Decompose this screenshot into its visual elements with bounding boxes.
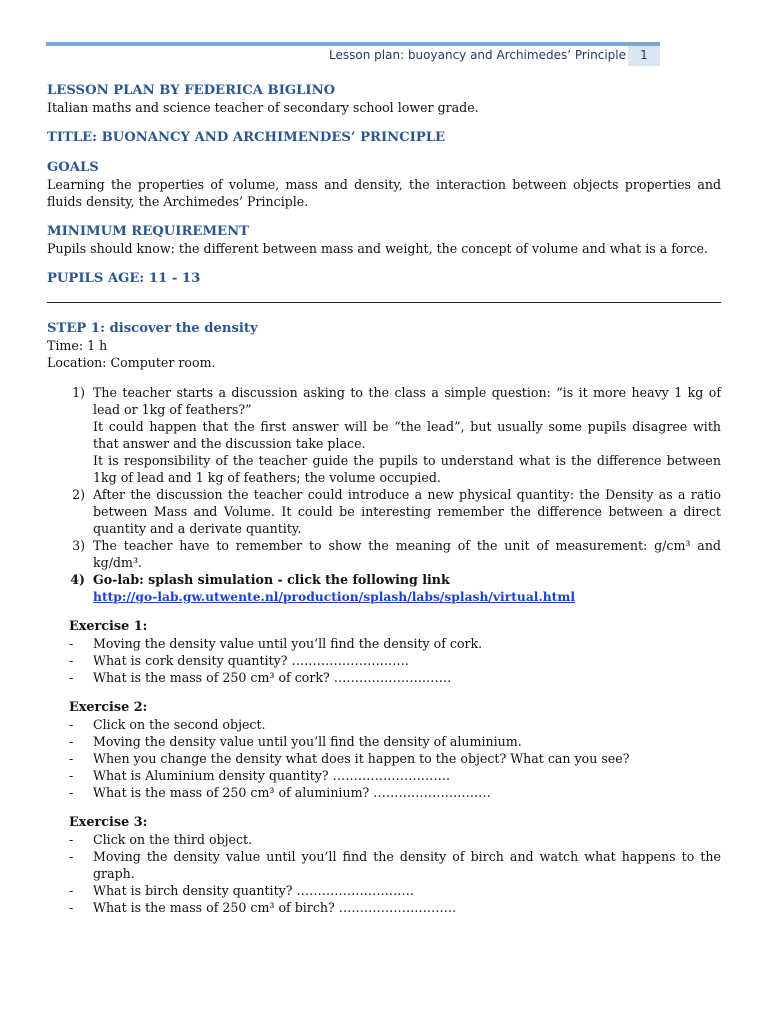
- page-number: 1: [628, 46, 660, 66]
- document-body: [47, 82, 721, 916]
- step-item: [47, 571, 721, 588]
- step-number: 1): [72, 385, 85, 400]
- list-item: - Click on the second object.: [69, 717, 266, 732]
- exercise-2-title: Exercise 2:: [69, 700, 148, 715]
- list-item: - Moving the density value until you’ll find the density of birch and watch what happens to the graph.: [69, 849, 721, 881]
- step-item: [47, 537, 721, 571]
- step-paragraph: After the discussion the teacher could introduce a new physical quantity: the Density as a ratio between Mass and Volume. It could be interesting remember the difference between a direct quantity and a derivate quantity.: [93, 487, 721, 536]
- list-item: - What is the mass of 250 cm³ of aluminium? ……………………….: [69, 785, 491, 800]
- exercise-1-list: [69, 635, 721, 686]
- list-item: - What is cork density quantity? ……………………….: [69, 653, 409, 668]
- list-item: - What is Aluminium density quantity? ……………………….: [69, 768, 450, 783]
- exercise-3-list: [69, 831, 721, 916]
- section-divider: [47, 302, 721, 303]
- author-heading: LESSON PLAN BY FEDERICA BIGLINO: [47, 83, 336, 98]
- dash-bullet: -: [69, 785, 74, 800]
- exercise-2-list: [69, 716, 721, 801]
- running-header-title: Lesson plan: buoyancy and Archimedes’ Principle: [329, 48, 626, 62]
- exercise-1-title: Exercise 1:: [69, 619, 148, 634]
- dash-bullet: -: [69, 832, 74, 847]
- step1-time: Time: 1 h: [47, 338, 108, 353]
- goals-text: Learning the properties of volume, mass and density, the interaction between objects properties and fluids density, the Archimedes’ Principle.: [47, 177, 721, 209]
- dash-bullet: -: [69, 670, 74, 685]
- exercise-3-title: Exercise 3:: [69, 815, 148, 830]
- list-item: - Click on the third object.: [69, 832, 253, 847]
- step-item: [47, 384, 721, 486]
- dash-bullet: -: [69, 636, 74, 651]
- step1-location: Location: Computer room.: [47, 355, 216, 370]
- list-item: - What is the mass of 250 cm³ of cork? ……………………….: [69, 670, 452, 685]
- dash-bullet: -: [69, 717, 74, 732]
- step-paragraph: The teacher have to remember to show the meaning of the unit of measurement: g/cm³ and kg/dm³.: [93, 538, 721, 570]
- dash-bullet: -: [69, 734, 74, 749]
- step-number: 3): [72, 538, 85, 553]
- step-paragraph: The teacher starts a discussion asking to the class a simple question: “is it more heavy 1 kg of lead or 1kg of feathers?”: [93, 385, 721, 417]
- dash-bullet: -: [69, 751, 74, 766]
- step1-list: [47, 384, 721, 588]
- step1-heading: STEP 1: discover the density: [47, 321, 258, 336]
- dash-bullet: -: [69, 883, 74, 898]
- list-item: - When you change the density what does it happen to the object? What can you see?: [69, 751, 630, 766]
- goals-heading: GOALS: [47, 160, 99, 175]
- title-heading: TITLE: BUONANCY AND ARCHIMENDES’ PRINCIPLE: [47, 130, 446, 145]
- step-number: 2): [72, 487, 85, 502]
- list-item: - Moving the density value until you’ll find the density of cork.: [69, 636, 483, 651]
- simulation-link[interactable]: http://go-lab.gw.utwente.nl/production/splash/labs/splash/virtual.html: [93, 589, 576, 604]
- minimum-requirement-text: Pupils should know: the different between mass and weight, the concept of volume and what is a force.: [47, 241, 708, 256]
- step-number: 4): [70, 572, 85, 587]
- list-item: - Moving the density value until you’ll find the density of aluminium.: [69, 734, 522, 749]
- step-paragraph: It is responsibility of the teacher guide the pupils to understand what is the difference between 1kg of lead and 1 kg of feathers; the volume occupied.: [93, 453, 721, 485]
- dash-bullet: -: [69, 900, 74, 915]
- list-item: - What is the mass of 250 cm³ of birch? ……………………….: [69, 900, 457, 915]
- step-paragraph: It could happen that the first answer will be “the lead”, but usually some pupils disagree with that answer and the discussion take place.: [93, 419, 721, 451]
- dash-bullet: -: [69, 768, 74, 783]
- minimum-requirement-heading: MINIMUM REQUIREMENT: [47, 224, 249, 239]
- author-description: Italian maths and science teacher of secondary school lower grade.: [47, 100, 479, 115]
- list-item: - What is birch density quantity? ……………………….: [69, 883, 414, 898]
- step-paragraph: Go-lab: splash simulation - click the following link: [93, 572, 450, 587]
- step-item: [47, 486, 721, 537]
- dash-bullet: -: [69, 849, 74, 864]
- pupils-age-heading: PUPILS AGE: 11 - 13: [47, 271, 201, 286]
- dash-bullet: -: [69, 653, 74, 668]
